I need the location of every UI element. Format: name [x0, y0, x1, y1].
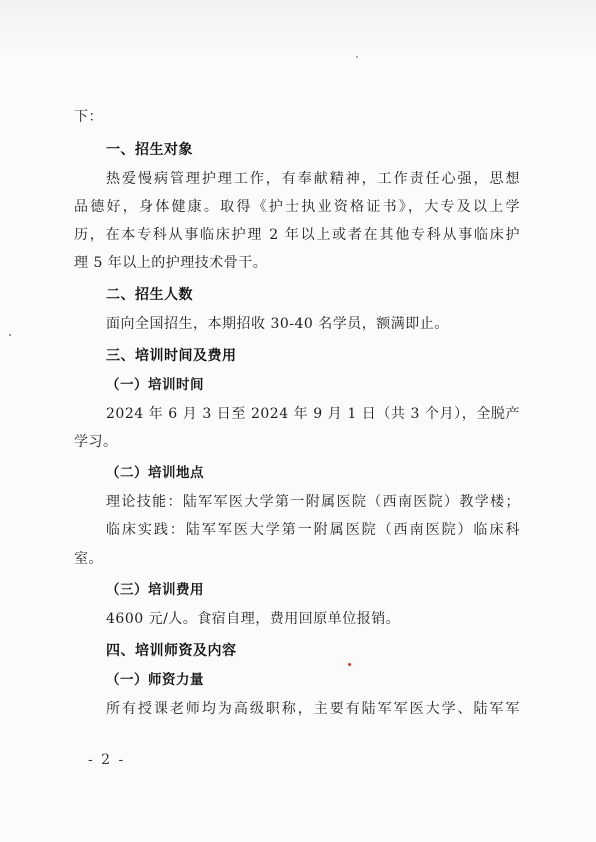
text-line-continuation: 下：	[74, 109, 103, 125]
subheading-training-time: （一）培训时间	[106, 377, 204, 393]
paragraph-theory-location: 理论技能：陆军军医大学第一附属医院（西南医院）教学楼；	[106, 494, 520, 510]
scan-shadow	[0, 0, 596, 60]
paragraph-training-dates: 2024 年 6 月 3 日至 2024 年 9 月 1 日（共 3 个月），全脱产	[106, 406, 520, 422]
paragraph-line-2: 品德好，身体健康。取得《护士执业资格证书》，大专及以上学	[74, 199, 520, 215]
subheading-faculty: （一）师资力量	[106, 672, 204, 688]
paragraph-training-fee: 4600 元/人。食宿自理，费用回原单位报销。	[106, 611, 401, 627]
paragraph-line-4: 理 5 年以上的护理技术骨干。	[74, 255, 268, 271]
subheading-training-location: （二）培训地点	[106, 465, 204, 481]
paragraph-line-1: 热爱慢病管理护理工作，有奉献精神，工作责任心强，思想	[106, 171, 520, 187]
page-number: - 2 -	[88, 752, 126, 768]
scan-speck	[348, 663, 351, 666]
section-heading-faculty-content: 四、培训师资及内容	[106, 643, 237, 659]
section-heading-enrollment-number: 二、招生人数	[106, 287, 193, 303]
paragraph-clinical-location-continued: 室。	[74, 551, 103, 567]
paragraph-line-3: 历，在本专科从事临床护理 2 年以上或者在其他专科从事临床护	[74, 227, 520, 243]
section-heading-training-time-fee: 三、培训时间及费用	[106, 348, 237, 364]
paragraph-clinical-location: 临床实践：陆军军医大学第一附属医院（西南医院）临床科	[106, 522, 520, 538]
subheading-training-fee: （三）培训费用	[106, 582, 204, 598]
scan-speck	[9, 334, 11, 336]
section-heading-enrollment-target: 一、招生对象	[106, 142, 193, 158]
paragraph-training-dates-continued: 学习。	[74, 434, 118, 450]
paragraph-faculty: 所有授课老师均为高级职称，主要有陆军军医大学、陆军军	[106, 701, 520, 717]
paragraph-enrollment-number: 面向全国招生，本期招收 30-40 名学员，额满即止。	[106, 316, 449, 332]
scan-speck	[356, 56, 358, 58]
